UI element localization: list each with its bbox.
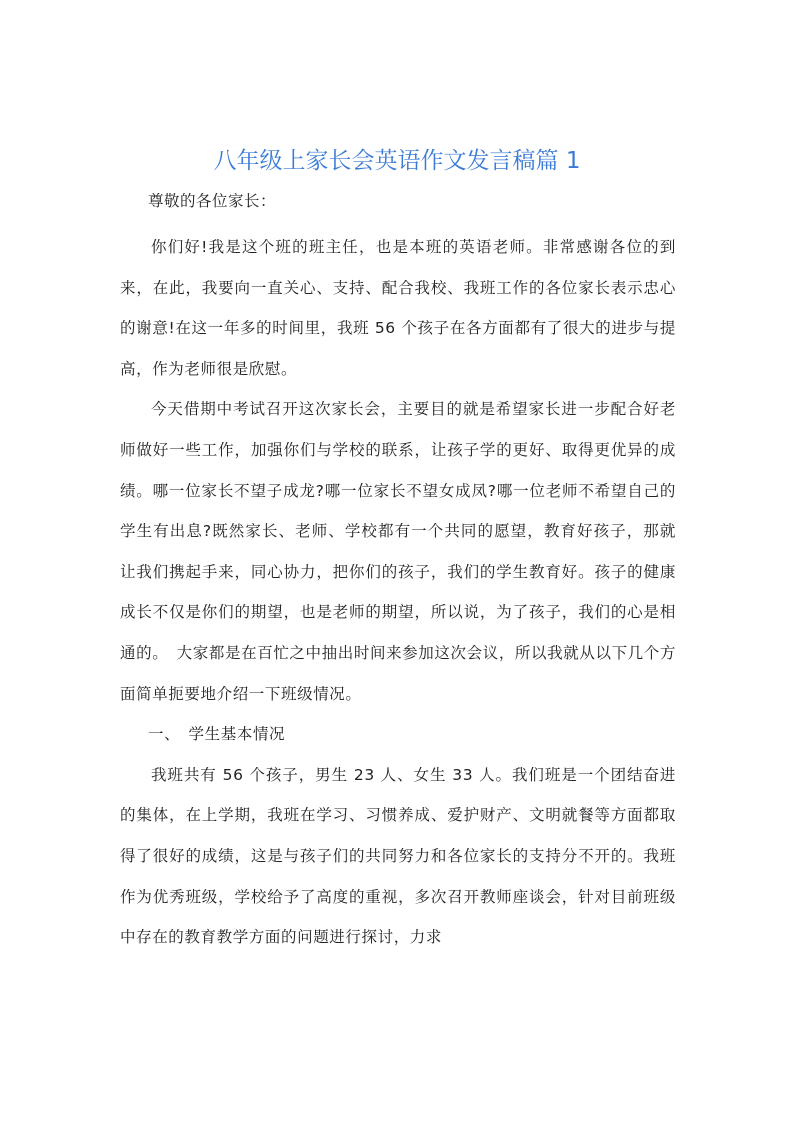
paragraph-purpose: 今天借期中考试召开这次家长会，主要目的就是希望家长进一步配合好老师做好一些工作，加强你们与学校的联系，让孩子学的更好、取得更优异的成绩。哪一位家长不望子成龙?哪一位家长不望女成凤?哪一位老师不希望自己的学生有出息?既然家长、老师、学校都有一个共同的愿望，教育好孩子，那就让我们携起手来，同心协力，把你们的孩子，我们的学生教育好。孩子的健康成长不仅是你们的期望，也是老师的期望，所以说，为了孩子，我们的心是相通的。 大家都是在百忙之中抽出时间来参加这次会议，所以我就从以下几个方面简单扼要地介绍一下班级情况。 — [120, 400, 676, 703]
document-body — [120, 227, 676, 958]
paragraph-greeting: 你们好!我是这个班的班主任，也是本班的英语老师。非常感谢各位的到来，在此，我要向一直关心、支持、配合我校、我班工作的各位家长表示忠心的谢意!在这一年多的时间里，我班 56 个孩子在各方面都有了很大的进步与提高，作为老师很是欣慰。 — [120, 238, 676, 378]
paragraph-student-info: 我班共有 56 个孩子，男生 23 人、女生 33 人。我们班是一个团结奋进的集体，在上学期，我班在学习、习惯养成、爱护财产、文明就餐等方面都取得了很好的成绩，这是与孩子们的共同努力和各位家长的支持分不开的。我班作为优秀班级，学校给予了高度的重视，多次召开教师座谈会，针对目前班级中存在的教育教学方面的问题进行探讨，力求 — [120, 765, 676, 947]
section-heading: 一、 学生基本情况 — [148, 725, 286, 744]
document-title: 八年级上家长会英语作文发言稿篇 1 — [213, 148, 581, 174]
salutation: 尊敬的各位家长： — [148, 192, 277, 210]
